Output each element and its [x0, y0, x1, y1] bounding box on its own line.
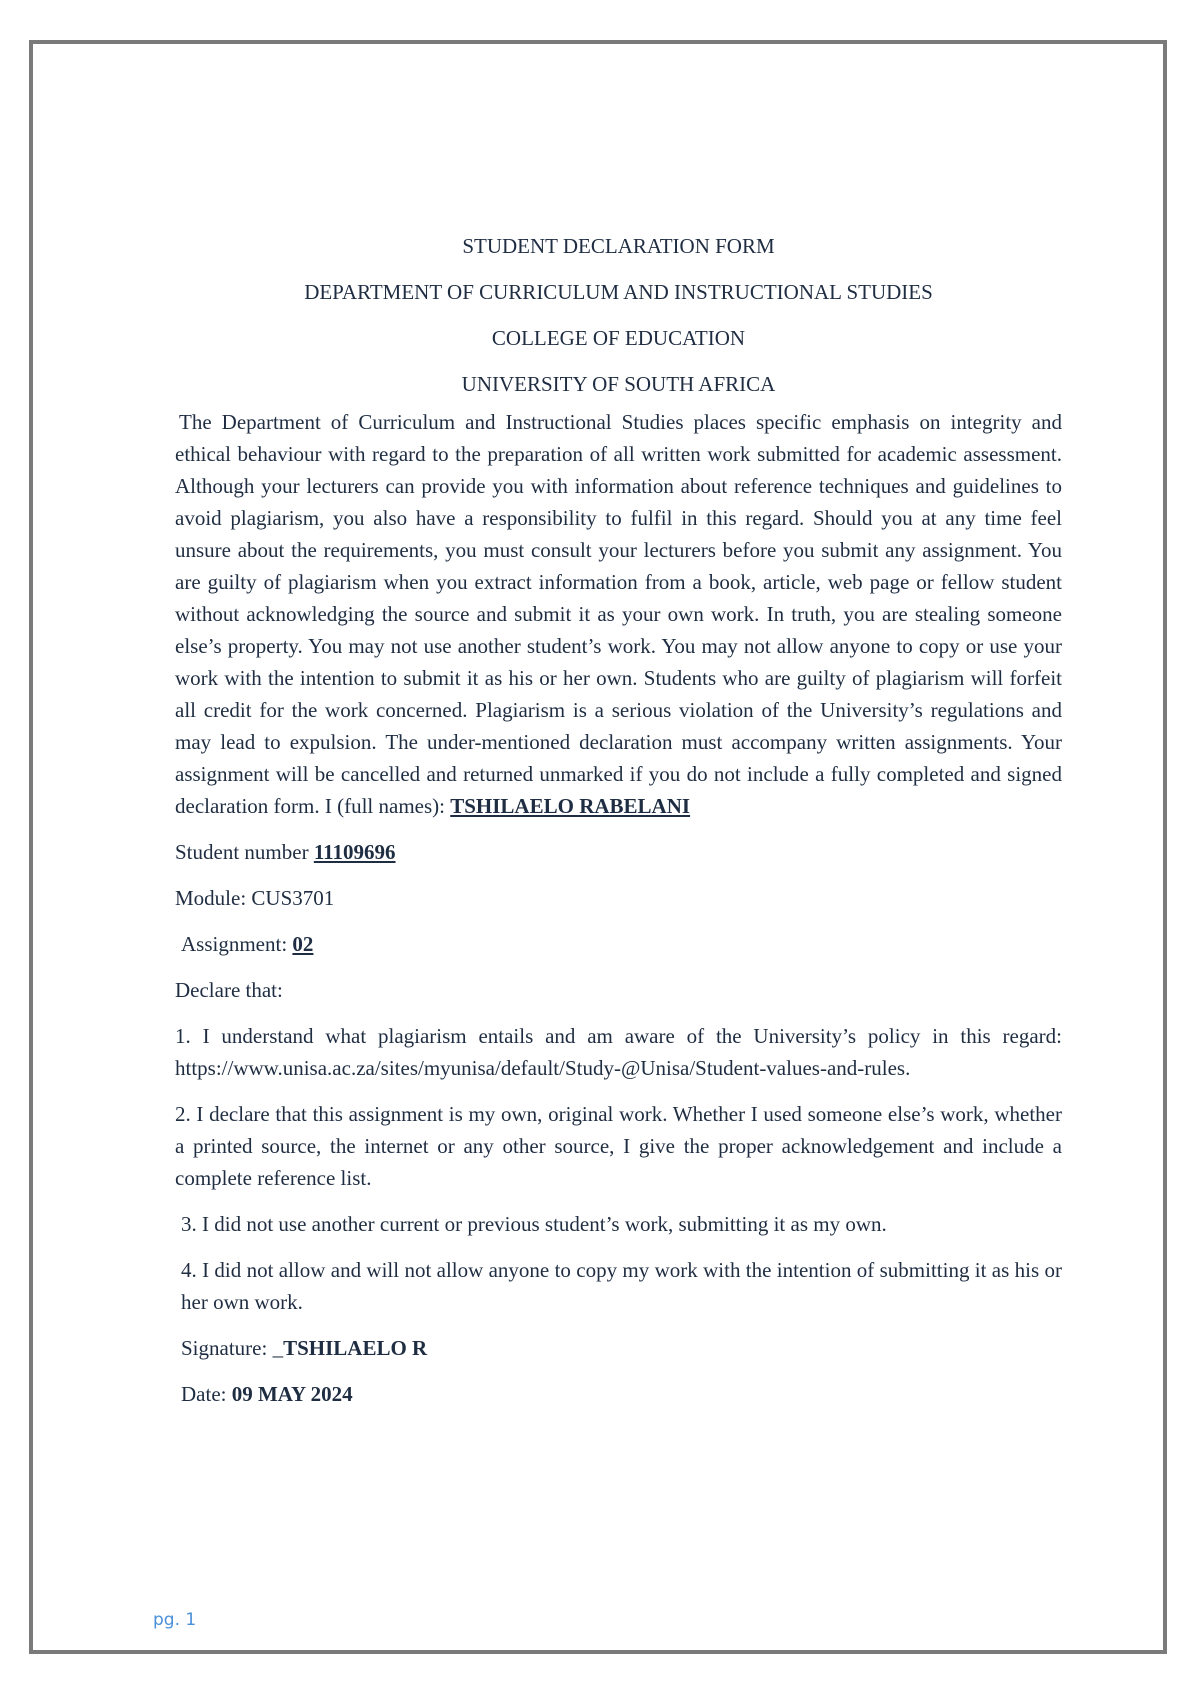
signature-line [175, 1332, 1062, 1364]
declaration-item-2: 2. I declare that this assignment is my own, original work. Whether I used someone else’s work, whether a printed source, the internet or any other source, I give the proper acknowledgement and include a complete reference list. [175, 1102, 1062, 1190]
signature-value: TSHILAELO R [283, 1336, 428, 1360]
plagiarism-paragraph [175, 406, 1062, 822]
date-line [175, 1378, 1062, 1410]
page-number: pg. 1 [153, 1610, 197, 1630]
declaration-item-4: 4. I did not allow and will not allow anyone to copy my work with the intention of submitting it as his or her own work. [181, 1258, 1062, 1314]
student-number-line [175, 836, 1062, 868]
assignment-label: Assignment: [181, 932, 293, 956]
college-name: COLLEGE OF EDUCATION [491, 326, 746, 350]
assignment-line [175, 928, 1062, 960]
declaration-form [175, 230, 1062, 1424]
date-value: 09 MAY 2024 [231, 1382, 353, 1406]
declare-label: Declare that: [175, 978, 283, 1002]
assignment-value: 02 [292, 932, 314, 956]
student-number-value: 11109696 [313, 840, 396, 864]
date-label: Date: [181, 1382, 232, 1406]
paragraph-text: The Department of Curriculum and Instructional Studies places specific emphasis on integrity and ethical behaviour with regard to the preparation of all written work submitted for academic assessment. Although your lecturers can provide you with information about reference techniques and guidelines to avoid plagiarism, you also have a responsibility to fulfil in this regard. Should you at any time feel unsure about the requirements, you must consult your lecturers before you submit any assignment. You are guilty of plagiarism when you extract information from a book, article, web page or fellow student without acknowledging the source and submit it as your own work. In truth, you are stealing someone else’s property. You may not use another student’s work. You may not allow anyone to copy or use your work with the intention to submit it as his or her own. Students who are guilty of plagiarism will forfeit all credit for the work concerned. Plagiarism is a serious violation of the University’s regulations and may lead to expulsion. The under-mentioned declaration must accompany written assignments. Your assignment will be cancelled and returned unmarked if you do not include a fully completed and signed declaration form. I (full names): [175, 410, 1062, 818]
full-name-value: TSHILAELO RABELANI [450, 794, 691, 818]
declaration-item-1: 1. I understand what plagiarism entails and am aware of the University’s policy in this regard: https://www.unisa.ac.za/sites/myunisa/default/Study-@Unisa/Student-values-and-rules. [175, 1024, 1062, 1080]
module-line [175, 882, 1062, 914]
department-name: DEPARTMENT OF CURRICULUM AND INSTRUCTIONAL STUDIES [304, 280, 933, 304]
module-value: CUS3701 [251, 886, 335, 910]
student-number-label: Student number [175, 840, 314, 864]
module-label: Module: [175, 886, 252, 910]
university-name: UNIVERSITY OF SOUTH AFRICA [461, 372, 776, 396]
form-title: STUDENT DECLARATION FORM [462, 234, 775, 258]
declaration-item-3: 3. I did not use another current or previous student’s work, submitting it as my own. [181, 1212, 887, 1236]
signature-label: Signature: _ [181, 1336, 284, 1360]
